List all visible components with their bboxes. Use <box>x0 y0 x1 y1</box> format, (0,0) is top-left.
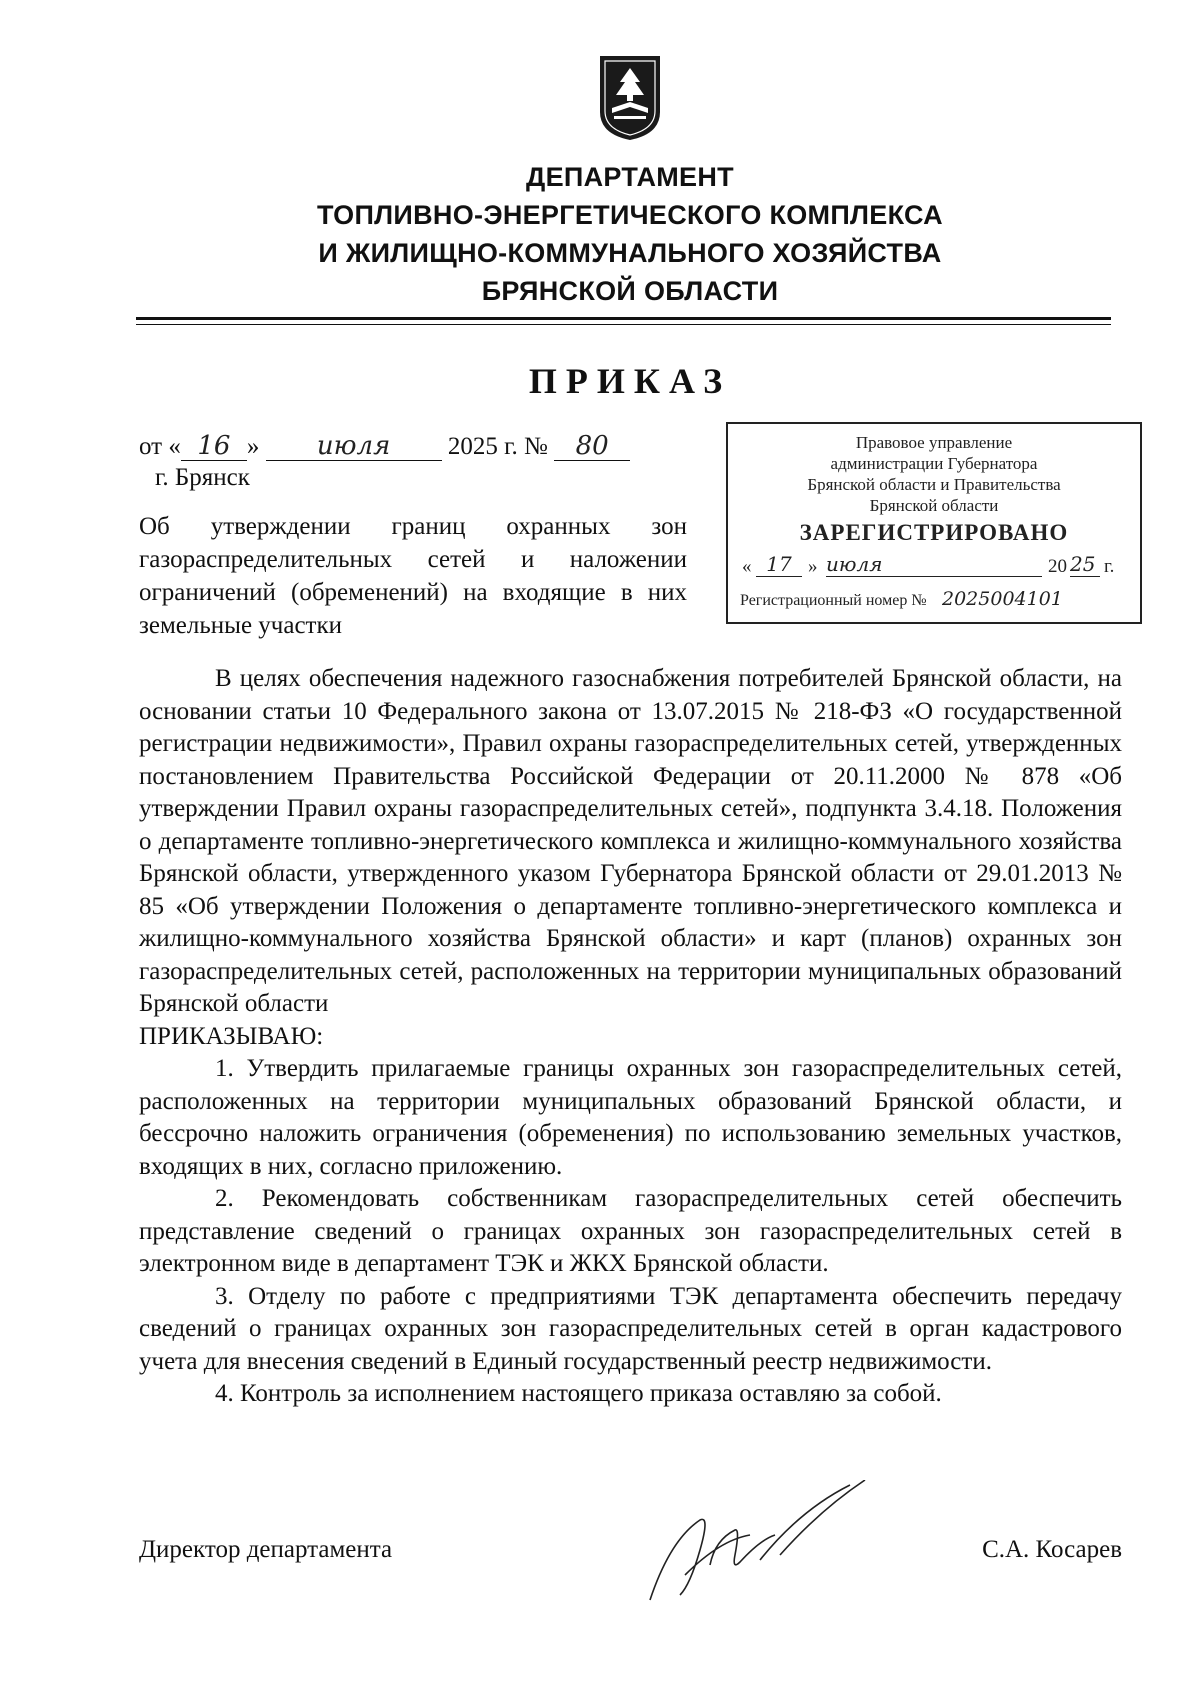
order-number: 80 <box>554 432 630 461</box>
order-item-3: 3. Отделу по работе с предприятиями ТЭК департамента обеспечить передачу сведений о границах охранных зон газораспределительных сетей в орган кадастрового учета для внесения сведений в Единый государственный реестр недвижимости. <box>139 1282 1122 1375</box>
handwritten-signature-icon <box>640 1480 870 1610</box>
signatory-position: Директор департамента <box>139 1536 393 1563</box>
order-item-4: 4. Контроль за исполнением настоящего приказа оставляю за собой. <box>215 1380 942 1407</box>
department-line-3: И ЖИЛИЩНО-КОММУНАЛЬНОГО ХОЗЯЙСТВА <box>318 238 942 268</box>
department-line-4: БРЯНСКОЙ ОБЛАСТИ <box>481 276 779 306</box>
from-label: от « <box>139 433 181 460</box>
order-day: 16 <box>181 432 247 461</box>
stamp-reg-number: 2025004101 <box>942 588 1063 610</box>
document-type-title: ПРИКАЗ <box>528 361 732 401</box>
stamp-month: июля <box>826 552 1042 577</box>
order-year: 2025 г. <box>447 433 518 460</box>
stamp-reg-label: Регистрационный номер № <box>740 592 927 609</box>
order-subject: Об утверждении границ охранных зон газораспределительных сетей и наложении ограничений (обременений) на входящие в них земельные участки <box>139 513 687 639</box>
registration-stamp <box>726 422 1142 624</box>
quote-close: » <box>246 433 260 460</box>
order-body <box>139 663 1122 1411</box>
header-divider-thick <box>136 317 1111 320</box>
order-city: г. Брянск <box>155 464 250 491</box>
preamble-paragraph: В целях обеспечения надежного газоснабжения потребителей Брянской области, на основании статьи 10 Федерального закона от 13.07.2015 № 218-ФЗ «О государственной регистрации недвижимости», Правил охраны газораспределительных сетей, утвержденных постановлением Правительства Российской Федерации от 20.11.2000 № 878 «Об утверждении Правил охраны газораспределительных сетей», подпункта 3.4.18. Положения о департаменте топливно-энергетического комплекса и жилищно-коммунального хозяйства Брянской области, утвержденного указом Губернатора Брянской области от 29.01.2013 № 85 «Об утверждении Положения о департаменте топливно-энергетического комплекса и жилищно-коммунального хозяйства Брянской области» и карт (планов) охранных зон газораспределительных сетей, расположенных на территории муниципальных образований Брянской области <box>139 665 1122 1017</box>
order-month: июля <box>266 432 442 461</box>
stamp-line-4: Брянской области <box>869 496 999 515</box>
department-line-2: ТОПЛИВНО-ЭНЕРГЕТИЧЕСКОГО КОМПЛЕКСА <box>317 200 943 230</box>
signatory-name: С.А. Косарев <box>982 1536 1122 1563</box>
order-date-number-line <box>139 432 630 462</box>
order-item-1: 1. Утвердить прилагаемые границы охранных зон газораспределительных сетей, расположенных на территории муниципальных образований Брянской области, и бессрочно наложить ограничения (обременения) по использованию земельных участков, входящих в них, согласно приложению. <box>139 1055 1122 1180</box>
stamp-line-1: Правовое управление <box>855 433 1013 452</box>
stamp-year-prefix: 20 <box>1048 556 1067 577</box>
stamp-number-row <box>728 588 1140 614</box>
stamp-year-unit: г. <box>1104 556 1115 577</box>
stamp-line-2: администрации Губернатора <box>830 454 1038 473</box>
department-line-1: ДЕПАРТАМЕНТ <box>526 162 734 192</box>
stamp-year-suffix: 25 <box>1070 552 1100 577</box>
stamp-line-3: Брянской области и Правительства <box>807 475 1061 494</box>
stamp-registered: ЗАРЕГИСТРИРОВАНО <box>799 520 1069 545</box>
order-item-2: 2. Рекомендовать собственникам газораспределительных сетей обеспечить представление сведений о границах охранных зон газораспределительных сетей в электронном виде в департамент ТЭК и ЖКХ Брянской области. <box>139 1185 1122 1277</box>
number-label: № <box>524 433 548 460</box>
order-word: ПРИКАЗЫВАЮ: <box>139 1022 324 1050</box>
department-header <box>0 158 1200 310</box>
stamp-date-row: « 17 » июля 20 25 г. <box>742 552 1115 577</box>
stamp-day: 17 <box>756 552 802 577</box>
coat-of-arms-icon <box>596 50 664 142</box>
header-divider-thin <box>136 324 1111 325</box>
